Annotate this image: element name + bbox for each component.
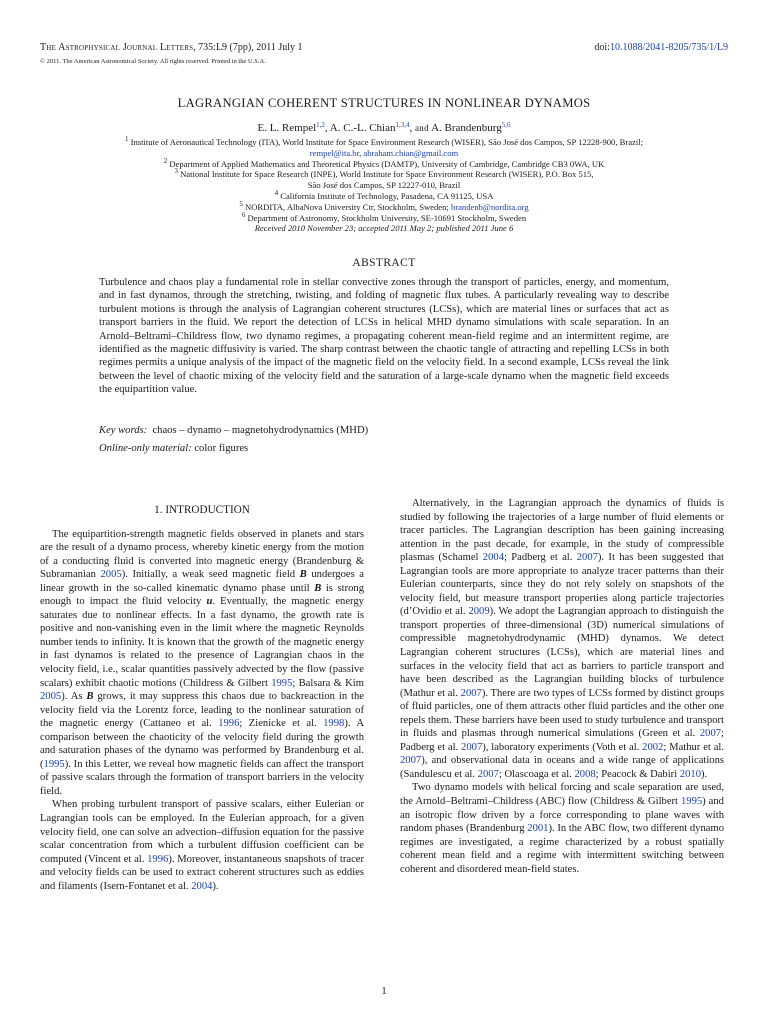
- math-symbol: B: [86, 691, 94, 703]
- abstract-body: Turbulence and chaos play a fundamental role in stellar convective zones through the transport of particles, energy, and momentum, and in fast dynamos, through the stretching, twisting, and folding of magnetic flux tubes. A particularly revealing way to describe turbulent motions is through the analysis of Lagrangian coherent structures (LCSs), which are material lines or surfaces that act as transport barriers in the fluid. We report the detection of LCSs in helical MHD dynamo simulations with scale separation. In an Arnold–Beltrami–Childress flow, two dynamo regimes, a propagating coherent mean-field regime and an intermittent regime, are identified as the magnetic diffusivity is varied. The sharp contrast between the chaotic tangle of attracting and repelling LCSs in both regimes permits a unique analysis of the impact of the magnetic field on the velocity field. In a second example, LCSs reveal the link between the level of chaotic mixing of the velocity field and the saturation of a large-scale dynamo when the magnetic field exceeds the equipartition value.: [99, 277, 669, 396]
- affiliation-1-emails: rempel@ita.br, abraham.chian@gmail.com: [309, 147, 459, 158]
- author-affil-link[interactable]: 1,2: [316, 121, 325, 129]
- online-material-label: Online-only material:: [99, 443, 192, 454]
- math-symbol: B: [299, 569, 307, 581]
- citation-link[interactable]: 2009: [468, 606, 490, 618]
- copyright-notice: © 2011. The American Astronomical Society. All rights reserved. Printed in the U.S.A.: [40, 58, 266, 65]
- citation-link[interactable]: 1995: [680, 796, 703, 808]
- author-name: A. C.-L. Chian: [329, 122, 396, 134]
- paragraph: When probing turbulent transport of passive scalars, either Eulerian or Lagrangian tools can be employed. In the Eulerian approach, for a given velocity field, one can solve an advection–diffusion equation for the passive scalar concentration from which a turbulent diffusion coefficient can be computed (Vincent et al. 1996). Moreover, instantaneous snapshots of tracer and velocity fields can be used to extract coherent structures such as eddies and filaments (Isern-Fontanet et al. 2004).: [40, 799, 364, 892]
- citation-link[interactable]: 2004: [191, 880, 213, 892]
- journal-citation: [40, 42, 303, 53]
- paragraph: Alternatively, in the Lagrangian approach the dynamics of fluids is studied by following the trajectories of a large number of fluid elements or tracer particles. The Lagrangian description has been gaining increasing attention in the past decade, for example, in the study of compressible plasmas (Schamel 2004; Padberg et al. 2007). It has been suggested that Lagrangian tools are more appropriate to analyze tracer patterns than their Eulerian counterparts, since they do not rely solely on snapshots of the velocity field, but measure transport properties along particle trajectories (d’Ovidio et al. 2009). We adopt the Lagrangian approach to distinguish the transport properties of three-dimensional (3D) numerical simulations of compressible magnetohydrodynamic (MHD) dynamos. We detect Lagrangian coherent structures (LCSs), which are material lines and surfaces in the velocity field that act as barriers to particle transport and have been described as the Lagrangian building blocks of turbulence (Mathur et al. 2007). There are two types of LCSs formed by distinct groups of fluid particles, one of them attracts other fluid particles and the other one repels them. These barriers have been used to study turbulence and transport in fluids and plasmas through numerical simulations (Green et al. 2007; Padberg et al. 2007), laboratory experiments (Voth et al. 2002; Mathur et al. 2007), and observational data in oceans and a wide range of applications (Sandulescu et al. 2007; Olascoaga et al. 2008; Peacock & Dabiri 2010).: [400, 498, 724, 780]
- citation-link[interactable]: 1995: [271, 677, 293, 689]
- affiliation-2: $^2$ Department of Applied Mathematics and Theoretical Physics (DAMTP), University of Cambridge, Cambridge CB3 0WA, UK: [163, 156, 605, 169]
- email-link[interactable]: abraham.chian@gmail.com: [363, 147, 459, 158]
- citation-link[interactable]: 2002: [642, 741, 664, 753]
- doi: [594, 42, 728, 53]
- affiliation-6: $^6$ Department of Astronomy, Stockholm University, SE-10691 Stockholm, Sweden: [241, 210, 527, 223]
- keywords-label: Key words:: [99, 425, 148, 436]
- citation-link[interactable]: 2008: [574, 768, 596, 780]
- affiliation-3-cont: São José dos Campos, SP 12227-010, Brazil: [307, 180, 461, 191]
- body-column-left: [40, 498, 364, 893]
- online-material-value: color figures: [194, 443, 249, 454]
- email-link[interactable]: brandenb@nordita.org: [450, 201, 529, 212]
- citation-link[interactable]: 2007: [699, 728, 722, 740]
- citation-link[interactable]: 1998: [323, 718, 345, 730]
- publication-dates: Received 2010 November 23; accepted 2011 May 2; published 2011 June 6: [254, 223, 514, 234]
- citation-link[interactable]: 2007: [576, 552, 598, 564]
- author-list: E. L. Rempel$^{1,2}$, A. C.-L. Chian$^{1,3,4}$, and A. Brandenburg$^{5,6}$: [257, 121, 511, 134]
- keywords-list: chaos – dynamo – magnetohydrodynamics (MHD): [152, 425, 369, 436]
- affiliation-5: $^5$ NORDITA, AlbaNova University Ctr, Stockholm, Sweden; brandenb@nordita.org: [239, 199, 529, 212]
- citation-link[interactable]: 2005: [40, 691, 62, 703]
- citation-link[interactable]: 2007: [460, 687, 482, 699]
- keywords: [99, 425, 368, 436]
- author-name: E. L. Rempel: [257, 122, 317, 134]
- author-affil-link[interactable]: 1,3,4: [395, 121, 410, 129]
- affiliation-4: $^4$ California Institute of Technology, Pasadena, CA 91125, USA: [274, 188, 494, 201]
- online-material: [99, 443, 248, 454]
- citation-details: , 735:L9 (7pp), 2011 July 1: [193, 42, 303, 53]
- math-symbol: B: [314, 582, 322, 594]
- citation-link[interactable]: 1996: [147, 853, 169, 865]
- paper-title: LAGRANGIAN COHERENT STRUCTURES IN NONLINEAR DYNAMOS: [177, 96, 591, 110]
- citation-link[interactable]: 2007: [400, 755, 422, 767]
- citation-link[interactable]: 1996: [218, 718, 240, 730]
- journal-name: The Astrophysical Journal Letters: [40, 42, 194, 53]
- citation-link[interactable]: 2004: [482, 552, 504, 564]
- page-number: 1: [381, 985, 387, 997]
- paragraph: The equipartition-strength magnetic fields observed in planets and stars are the result of a dynamo process, whereby kinetic energy from the motion of a conducting fluid is converted into magnetic energy (Brandenburg & Subramanian 2005). Initially, a weak seed magnetic field B undergoes a linear growth in the so-called kinematic dynamo phase until B is strong enough to impact the fluid velocity u. Eventually, the magnetic energy saturates due to nonlinear effects. In a fast dynamo, the growth rate is positive and non-vanishing even in the limit where the magnetic Reynolds number tends to infinity. It is known that the growth of the magnetic energy in fast dynamos is related to the presence of Lagrangian chaos in the velocity field, i.e., scalar quantities passively advected by the flow (passive scalars) exhibit chaotic motions (Childress & Gilbert 1995; Balsara & Kim 2005). As B grows, it may suppress this chaos due to backreaction in the velocity field via the Lorentz force, leading to the nonlinear saturation of the magnetic energy (Cattaneo et al. 1996; Zienicke et al. 1998). A comparison between the chaoticity of the velocity field during the growth and saturation phases of the dynamo was performed by Brandenburg et al. (1995). In this Letter, we reveal how magnetic fields can affect the transport of passive scalars through the formation of transport barriers in the velocity field.: [40, 528, 364, 797]
- doi-prefix: doi:: [594, 42, 610, 53]
- citation-link[interactable]: 2010: [679, 768, 701, 780]
- citation-link[interactable]: 2007: [477, 768, 499, 780]
- citation-link[interactable]: 2001: [527, 823, 549, 835]
- author-conjunction: and: [415, 123, 429, 133]
- author-name: A. Brandenburg: [431, 122, 502, 134]
- citation-link[interactable]: 1995: [43, 758, 65, 770]
- affiliations: [60, 137, 708, 234]
- email-link[interactable]: rempel@ita.br: [309, 147, 360, 158]
- doi-link[interactable]: 10.1088/2041-8205/735/1/L9: [609, 42, 728, 53]
- affiliation-1: $^1$ Institute of Aeronautical Technology (ITA), World Institute for Space Environment Research (WISER), São José dos Campos, SP 12228-900, Brazil;: [124, 135, 644, 147]
- section-heading: 1. INTRODUCTION: [154, 504, 250, 516]
- abstract-heading: ABSTRACT: [352, 257, 416, 269]
- affiliation-3: $^3$ National Institute for Space Research (INPE), World Institute for Space Environment Research (WISER), P.O. Box 515,: [174, 167, 594, 180]
- math-symbol: u: [206, 596, 213, 608]
- citation-link[interactable]: 2007: [461, 741, 483, 753]
- citation-link[interactable]: 2005: [100, 569, 122, 581]
- author-affil-link[interactable]: 5,6: [501, 121, 511, 129]
- body-column-right: [400, 497, 724, 876]
- paragraph: Two dynamo models with helical forcing and scale separation are used, the Arnold–Beltrami–Childress (ABC) flow (Childress & Gilbert 1995) and an isotropic flow driven by a force corresponding to plane waves with random phases (Brandenburg 2001). In the ABC flow, two different dynamo regimes are investigated, a regime characterized by a robust spatially coherent mean field and a regime with intermittent switching between coherent and disordered mean-field states.: [400, 782, 724, 875]
